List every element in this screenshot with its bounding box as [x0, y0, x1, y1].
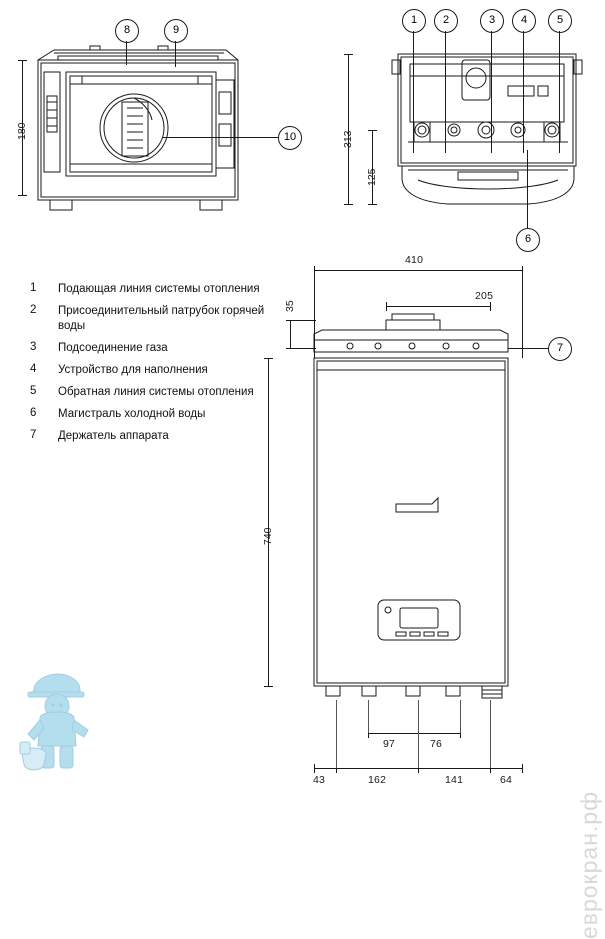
dim-313-tick-bottom — [344, 204, 353, 205]
ext-line-a — [336, 700, 337, 768]
top-view-drawing — [388, 46, 588, 216]
dim-410-line — [314, 270, 522, 271]
dim-76-label: 76 — [430, 738, 443, 750]
dim-410-ext-right — [522, 270, 523, 358]
dim-205-tick-left — [386, 302, 387, 311]
legend-item — [30, 385, 270, 400]
legend-number: 5 — [30, 385, 37, 397]
dim-180-tick-bottom — [18, 195, 27, 196]
legend-number: 4 — [30, 363, 37, 375]
dim-141-label: 141 — [445, 774, 464, 786]
dim-205-line — [386, 306, 490, 307]
dim-313-label: 313 — [342, 130, 354, 148]
bottom-view-drawing — [30, 40, 270, 215]
dim-740-line — [268, 358, 269, 686]
legend-text: Подсоединение газа — [58, 342, 168, 354]
callout-5-leader — [559, 31, 560, 153]
dim-35-ext-bottom — [290, 348, 316, 349]
dim-313-tick-top — [344, 54, 353, 55]
ext-line-e — [368, 700, 369, 733]
legend-item — [30, 341, 270, 356]
dim-43-label: 43 — [313, 774, 326, 786]
legend-text: Присоединительный патрубок горячей воды — [58, 305, 265, 332]
dim-125-label: 125 — [366, 168, 378, 186]
front-view-drawing — [300, 300, 530, 710]
legend-list — [30, 282, 270, 451]
dim-162-label: 162 — [368, 774, 387, 786]
callout-6[interactable]: 6 — [516, 228, 540, 252]
dim-180-tick-top — [18, 60, 27, 61]
legend-item — [30, 429, 270, 444]
dim-125-tick-top — [368, 130, 377, 131]
legend-item — [30, 363, 270, 378]
dim-35-label: 35 — [284, 300, 296, 312]
legend-number: 3 — [30, 341, 37, 353]
watermark-text: еврокран.рф — [576, 791, 602, 939]
dim-205-tick-right — [490, 302, 491, 311]
callout-7-leader — [508, 348, 548, 349]
dim-410-label: 410 — [405, 254, 424, 266]
front-view — [300, 300, 530, 710]
legend-item — [30, 304, 270, 334]
callout-8-leader — [126, 41, 127, 65]
dim-35-ext-top — [290, 320, 316, 321]
legend-item — [30, 282, 270, 297]
callout-5[interactable]: 5 — [548, 9, 572, 33]
legend-number: 2 — [30, 304, 37, 316]
top-right-view — [388, 46, 588, 216]
plumber-mascot-icon — [14, 668, 100, 778]
callout-6-leader — [527, 150, 528, 228]
callout-3[interactable]: 3 — [480, 9, 504, 33]
callout-3-leader — [491, 31, 492, 153]
callout-1[interactable]: 1 — [402, 9, 426, 33]
legend-text: Подающая линия системы отопления — [58, 283, 260, 295]
dim-35-line — [290, 320, 291, 348]
callout-10[interactable]: 10 — [278, 126, 302, 150]
callout-9-leader — [175, 41, 176, 67]
dim-740-tick-top — [264, 358, 273, 359]
ext-line-b — [418, 700, 419, 768]
dim-205-label: 205 — [475, 290, 494, 302]
dim-76-line — [418, 733, 460, 734]
dim-125-line — [372, 130, 373, 204]
dim-97-line — [368, 733, 418, 734]
dim-410-ext-left — [314, 270, 315, 358]
legend-number: 1 — [30, 282, 37, 294]
top-left-view — [30, 40, 270, 215]
dim-740-tick-bottom — [264, 686, 273, 687]
callout-1-leader — [413, 31, 414, 153]
callout-2-leader — [445, 31, 446, 153]
legend-item — [30, 407, 270, 422]
legend-number: 6 — [30, 407, 37, 419]
dim-64-label: 64 — [500, 774, 513, 786]
dim-97-label: 97 — [383, 738, 396, 750]
legend-text: Держатель аппарата — [58, 430, 169, 442]
legend-text: Устройство для наполнения — [58, 364, 208, 376]
dim-bottom-tick-0 — [314, 764, 315, 773]
callout-4-leader — [523, 31, 524, 153]
callout-7[interactable]: 7 — [548, 337, 572, 361]
dim-180-label: 180 — [16, 122, 28, 140]
legend-number: 7 — [30, 429, 37, 441]
legend-text: Магистраль холодной воды — [58, 408, 206, 420]
ext-line-c — [460, 700, 461, 733]
dim-740-label: 740 — [262, 527, 274, 545]
legend-text: Обратная линия системы отопления — [58, 386, 254, 398]
callout-8[interactable]: 8 — [115, 19, 139, 43]
dim-313-line — [348, 54, 349, 204]
callout-9[interactable]: 9 — [164, 19, 188, 43]
dim-bottom-tick-4 — [522, 764, 523, 773]
callout-2[interactable]: 2 — [434, 9, 458, 33]
dim-125-tick-bottom — [368, 204, 377, 205]
callout-4[interactable]: 4 — [512, 9, 536, 33]
callout-10-leader — [162, 137, 278, 138]
ext-line-d — [490, 700, 491, 768]
